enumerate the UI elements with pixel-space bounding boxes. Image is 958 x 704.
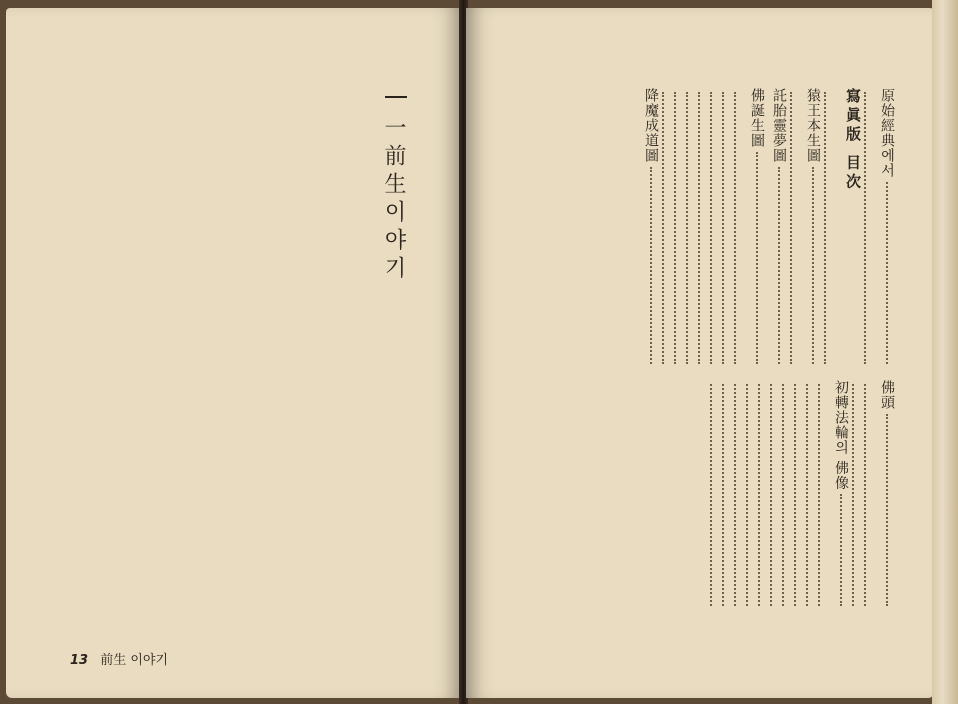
toc-leader-dots xyxy=(790,92,792,364)
toc-leader-dots xyxy=(710,384,712,606)
toc-leader-dots xyxy=(746,384,748,606)
toc-entry xyxy=(710,88,722,368)
toc-entry xyxy=(674,88,686,368)
toc-leader-dots xyxy=(830,494,842,606)
body-paragraph-lower xyxy=(13,348,441,640)
toc-entry-title: 原始經典에서 xyxy=(879,88,895,178)
contents-list-lower xyxy=(710,380,898,610)
toc-leader-dots xyxy=(864,384,866,606)
toc-entry xyxy=(758,380,770,610)
toc-leader-dots xyxy=(710,92,712,364)
page-number: 13 xyxy=(70,653,89,668)
toc-leader-dots xyxy=(698,92,700,364)
toc-entry xyxy=(734,88,746,368)
toc-leader-dots xyxy=(686,92,688,364)
toc-entry xyxy=(852,380,864,610)
toc-entry xyxy=(710,380,722,610)
toc-entry-title: 初轉法輪의 佛像 xyxy=(833,380,849,491)
page-edges xyxy=(932,0,958,704)
toc-leader-dots xyxy=(802,167,814,364)
toc-entry xyxy=(876,380,898,610)
contents-list-upper xyxy=(640,88,898,368)
toc-leader-dots xyxy=(876,182,888,364)
toc-leader-dots xyxy=(674,92,676,364)
toc-leader-dots xyxy=(768,167,780,364)
toc-entry xyxy=(686,88,698,368)
toc-leader-dots xyxy=(722,92,724,364)
left-page xyxy=(6,8,461,698)
toc-leader-dots xyxy=(662,92,664,364)
toc-entry xyxy=(746,88,768,368)
toc-leader-dots xyxy=(734,384,736,606)
toc-entry xyxy=(836,88,864,368)
toc-entry xyxy=(864,88,876,368)
toc-entry xyxy=(830,380,852,610)
toc-leader-dots xyxy=(722,384,724,606)
toc-leader-dots xyxy=(640,167,652,364)
toc-entry xyxy=(790,88,802,368)
toc-leader-dots xyxy=(806,384,808,606)
toc-entry xyxy=(722,380,734,610)
toc-leader-dots xyxy=(794,384,796,606)
chapter-title: 一前生이야기 xyxy=(381,116,406,284)
toc-leader-dots xyxy=(734,92,736,364)
right-page xyxy=(466,8,934,698)
toc-entry xyxy=(876,88,898,368)
running-footer xyxy=(70,649,168,668)
toc-entry xyxy=(794,380,806,610)
toc-entry xyxy=(818,380,830,610)
toc-entry xyxy=(640,88,662,368)
chapter-number-mark xyxy=(385,96,407,98)
toc-entry-title: 佛誕生圖 xyxy=(749,88,765,148)
toc-leader-dots xyxy=(746,152,758,364)
toc-leader-dots xyxy=(852,384,854,606)
toc-entry xyxy=(662,88,674,368)
toc-entry xyxy=(746,380,758,610)
toc-entry xyxy=(782,380,794,610)
toc-entry-title: 託胎靈夢圖 xyxy=(771,88,787,163)
toc-leader-dots xyxy=(876,414,888,606)
toc-leader-dots xyxy=(864,92,866,364)
toc-leader-dots xyxy=(782,384,784,606)
toc-entry xyxy=(770,380,782,610)
toc-heading: 寫眞版 目次 xyxy=(844,88,862,193)
body-paragraph-upper xyxy=(25,82,365,344)
toc-entry xyxy=(806,380,818,610)
toc-leader-dots xyxy=(818,384,820,606)
toc-entry-title: 佛頭 xyxy=(879,380,895,410)
toc-entry xyxy=(802,88,824,368)
running-title: 前生 이야기 xyxy=(100,653,169,668)
toc-leader-dots xyxy=(770,384,772,606)
toc-leader-dots xyxy=(824,92,826,364)
toc-entry xyxy=(698,88,710,368)
toc-entry-title: 猿王本生圖 xyxy=(805,88,821,163)
toc-entry xyxy=(824,88,836,368)
toc-entry xyxy=(722,88,734,368)
toc-leader-dots xyxy=(758,384,760,606)
toc-entry xyxy=(864,380,876,610)
toc-entry xyxy=(768,88,790,368)
toc-entry-title: 降魔成道圖 xyxy=(643,88,659,163)
toc-entry xyxy=(734,380,746,610)
